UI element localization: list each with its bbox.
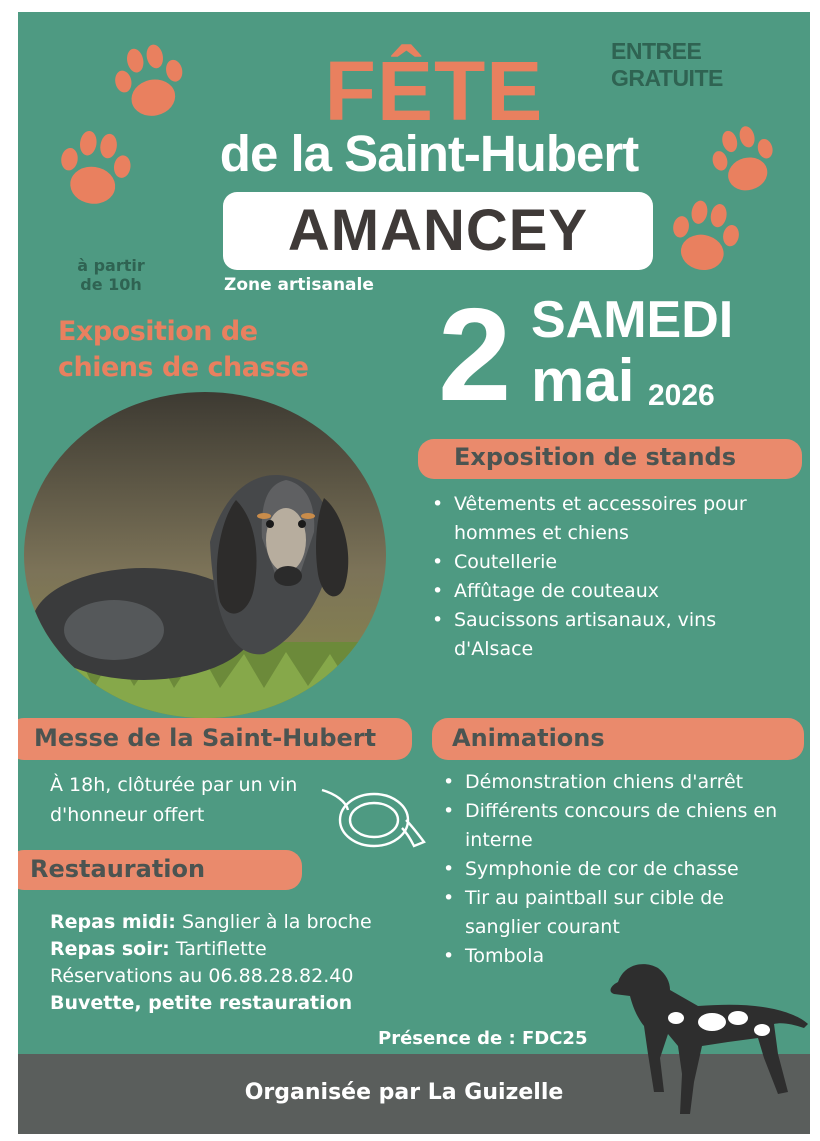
- catering-details: [50, 909, 430, 1017]
- dinner-line: [50, 936, 430, 963]
- start-time-line1: à partir: [77, 256, 145, 275]
- mass-heading: Messe de la Saint-Hubert: [18, 718, 412, 760]
- list-item: • Coutellerie: [432, 548, 792, 577]
- reservation-line: Réservations au 06.88.28.82.40: [50, 965, 354, 987]
- lunch-label: Repas midi:: [50, 911, 176, 933]
- list-item: • Vêtements et accessoires pour hommes et chiens: [432, 490, 792, 548]
- list-item: • Démonstration chiens d'arrêt: [443, 768, 803, 797]
- date-weekday: SAMEDI: [531, 291, 734, 349]
- animations-list: [443, 768, 803, 971]
- dinner-label: Repas soir:: [50, 938, 170, 960]
- catering-heading: Restauration: [18, 850, 302, 890]
- mass-description: À 18h, clôturée par un vin d'honneur offert: [50, 774, 298, 826]
- town-banner: [223, 192, 653, 270]
- start-time-line2: de 10h: [80, 275, 142, 294]
- dinner-value: Tartiflette: [175, 938, 267, 960]
- list-item: • Saucissons artisanaux, vins d'Alsace: [432, 606, 792, 664]
- event-subtitle: de la Saint-Hubert: [219, 125, 639, 182]
- animations-heading: Animations: [432, 718, 804, 760]
- lunch-line: [50, 909, 430, 936]
- paw-print-icon: [660, 192, 750, 282]
- town-name: AMANCEY: [287, 198, 589, 263]
- list-item: • Affûtage de couteaux: [432, 577, 792, 606]
- hunting-dog-photo: [24, 392, 386, 718]
- poster: [18, 12, 810, 1134]
- stands-heading: Exposition de stands: [418, 439, 802, 479]
- list-item: • Différents concours de chiens en interne: [443, 797, 803, 855]
- bar-line: Buvette, petite restauration: [50, 992, 353, 1014]
- lunch-value: Sanglier à la broche: [181, 911, 372, 933]
- list-item: • Tombola: [443, 942, 803, 971]
- date-year: 2026: [648, 379, 715, 412]
- dog-exhibition-line2: chiens de chasse: [58, 352, 309, 383]
- date-day-number: 2: [438, 281, 512, 428]
- free-entry-badge: ENTREE GRATUITE: [611, 38, 723, 91]
- presence-text: Présence de : FDC25: [378, 1028, 588, 1049]
- start-time: [56, 256, 166, 294]
- organizer-text: Organisée par La Guizelle: [244, 1080, 564, 1105]
- list-item: • Tir au paintball sur cible de sanglier courant: [443, 884, 803, 942]
- date-month: mai: [531, 347, 635, 414]
- dog-exhibition-line1: Exposition de: [58, 316, 258, 347]
- location: Zone artisanale: [224, 275, 374, 295]
- event-title: FÊTE: [324, 44, 544, 138]
- list-item: • Symphonie de cor de chasse: [443, 855, 803, 884]
- hunting-horn-icon: [318, 780, 428, 856]
- stands-list: [432, 490, 792, 664]
- dog-exhibition-title: [58, 314, 308, 386]
